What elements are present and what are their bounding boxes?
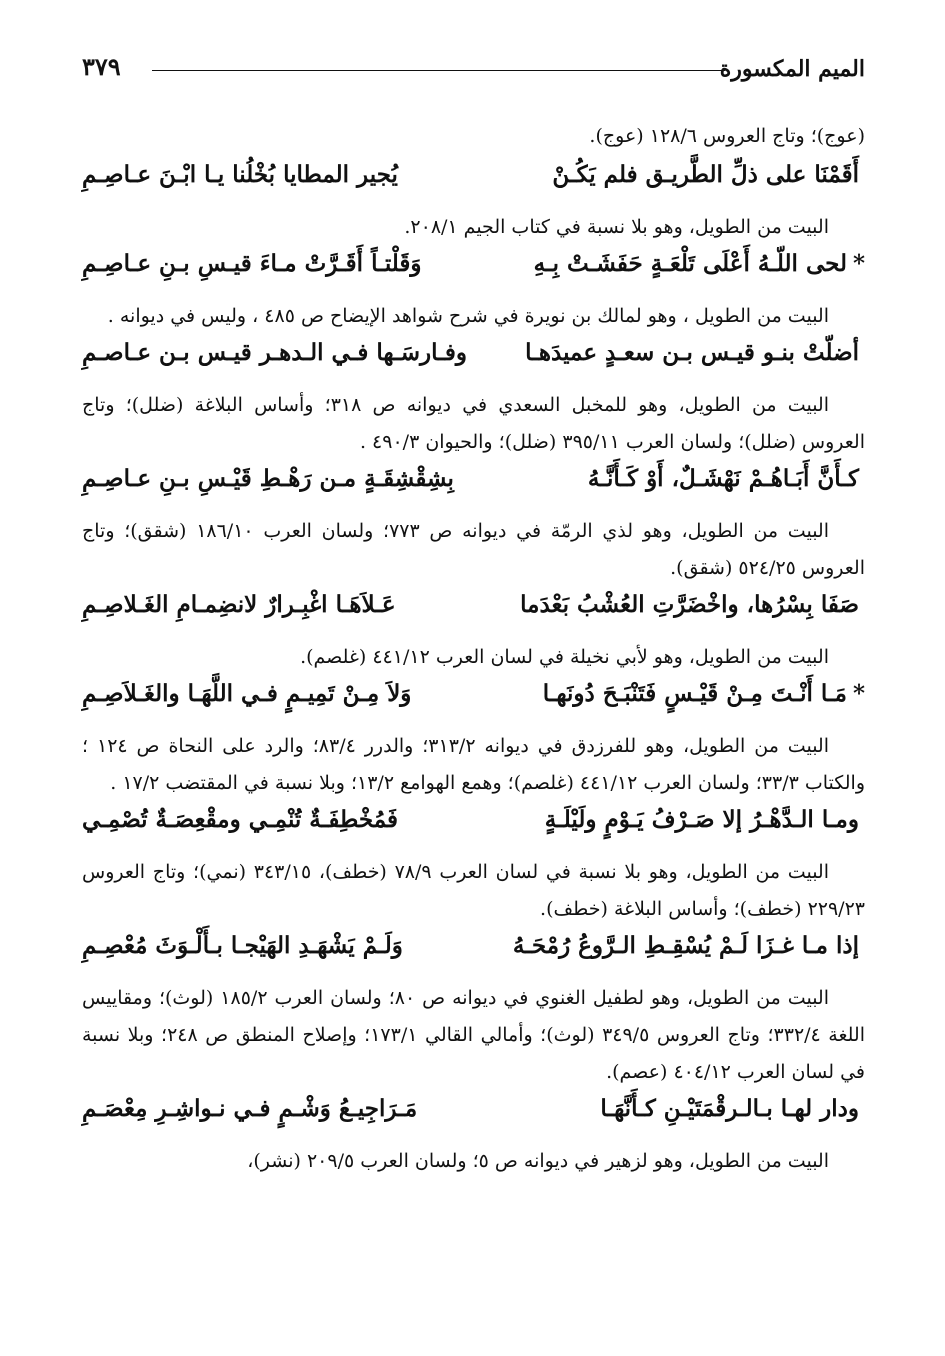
verse-second-hemistich: وَلاَ مِـنْ تَمِيـمٍ فـي اللَّهَـا والغَـلاَصِـمِ [82,680,412,707]
verse-second-hemistich: بِشِقْشِقَـةٍ مـن رَهْـطِ قَيْـسِ بـنِ عـاصِـمِ [82,465,454,492]
verse-notes: البيت من الطويل، وهو لزهير في ديوانه ص ٥؛ ولسان العرب ٢٠٩/٥ (نشر)، [247,1150,829,1172]
poem-entry [82,806,865,928]
verse-second-hemistich: وَلَـمْ يَشْهَـدِ الهَيْجـا بـأَلْـوَثَ مُعْصِـمِ [82,932,403,959]
verse-line [82,161,865,209]
verse-line [82,806,865,854]
verse-first-hemistich: كـأَنَّ أَبَـاهُـمْ نَهْشَـلٌ، أَوْ كَـأَنَّـهُ [587,465,859,492]
verse-line [82,339,865,387]
verse-line [82,591,865,639]
page-header [82,52,865,92]
verse-line [82,932,865,980]
verse-second-hemistich: فَمُخْطِفَـةٌ تُنْمِـي ومقْعِصَـةٌ تُصْمِـي [82,806,399,833]
header-rule [152,70,725,71]
verse-second-hemistich: وفـارسَـها فـي الـدهـر قيـس بـن عـاصـمِ [82,339,467,366]
verse-second-hemistich: مَـرَاجِيـعُ وَشْـمٍ فـي نـواشِـرِ مِعْصَـمِ [82,1095,418,1122]
verse-notes: البيت من الطويل، وهو للفرزدق في ديوانه ٣١٣/٢؛ والدرر ٨٣/٤؛ والرد على النحاة ص ١٢٤ ؛ والكتاب ٣٣/٣؛ ولسان العرب ٤٤١/١٢ (غلصم)؛ وهمع الهوامع ١٣/٢؛ وبلا نسبة في المقتضب ١٧/٢ . [82,735,865,794]
verse-star-marker: * [852,680,865,707]
verse-line [82,250,865,298]
verse-first-hemistich: *مَـا أَنْـتَ مِـنْ قَيْـسٍ فَتَنْبَـحَ دُونَهـا [542,680,865,707]
verse-notes: البيت من الطويل، وهو بلا نسبة في لسان العرب ٧٨/٩ (خطف)، ٣٤٣/١٥ (نمي)؛ وتاج العروس ٢٢٩/٢٣ (خطف)؛ وأساس البلاغة (خطف). [82,861,865,920]
running-head-title: الميم المكسورة [719,56,865,82]
verse-notes: البيت من الطويل ، وهو لمالك بن نويرة في شرح شواهد الإيضاح ص ٤٨٥ ، وليس في ديوانه . [107,305,829,327]
verse-notes: البيت من الطويل، وهو لأبي نخيلة في لسان العرب ٤٤١/١٢ (غلصم). [300,646,829,668]
poem-entry [82,339,865,461]
verse-first-hemistich: صَفَا بِسْرُها، واخْضَرَّتِ العُشْبُ بَعْدَما [520,591,859,618]
verse-first-hemistich: أضلّتْ بنـو قيـس بـن سعـدٍ عميدَهـا [525,339,859,366]
verse-first-hemistich: *لحى اللّـهُ أَعْلَى تَلْعَـةٍ حَفَشَـتْ بِـهِ [533,250,865,277]
poem-entry [82,932,865,1091]
poem-entry [82,680,865,802]
verse-first-hemistich: ودار لهـا بـالـرقْمَتَيْـنِ كـأَنَّهَـا [600,1095,859,1122]
verse-second-hemistich: يُجير المطايا بُخْلُنا يـا ابْـنَ عـاصِـمِ [82,161,398,188]
verse-second-hemistich: عَـلاَهَـا اغْبِـرارٌ لانضِمـامِ الغَـلاصِـمِ [82,591,396,618]
poem-entry [82,161,865,246]
verse-line [82,1095,865,1143]
poem-entry [82,591,865,676]
verse-first-hemistich: إذا مـا غـزَا لَـمْ يُسْقِـطِ الـرَّوعُ رُمْحَـهُ [512,932,859,959]
page-content [82,118,865,1180]
poem-entry [82,465,865,587]
verse-notes: البيت من الطويل، وهو للمخبل السعدي في ديوانه ص ٣١٨؛ وأساس البلاغة (ضلل)؛ وتاج العروس (ضلل)؛ ولسان العرب ٣٩٥/١١ (ضلل)؛ والحيوان ٤٩٠/٣ . [82,394,865,453]
poem-entry [82,1095,865,1180]
verse-first-hemistich: أَقَمْنَا على ذلِّ الطَّريـق فلم يَكُـنْ [552,161,859,188]
verse-star-marker: * [852,250,865,277]
verse-first-hemistich: ومـا الـدَّهْـرُ إلا صَـرْفُ يَـوْمٍ ولَيْلَـةٍ [544,806,859,833]
page-number: ٣٧٩ [82,52,121,81]
poem-entry [82,250,865,335]
verse-line [82,465,865,513]
verse-notes: البيت من الطويل، وهو لذي الرمّة في ديوانه ص ٧٧٣؛ ولسان العرب ١٨٦/١٠ (شقق)؛ وتاج العروس ٥٢٤/٢٥ (شقق). [82,520,865,579]
verse-notes: البيت من الطويل، وهو بلا نسبة في كتاب الجيم ٢٠٨/١. [404,216,829,238]
verse-notes: البيت من الطويل، وهو لطفيل الغنوي في ديوانه ص ٨٠؛ ولسان العرب ١٨٥/٢ (لوث)؛ ومقاييس اللغة ٣٣٢/٤؛ وتاج العروس ٣٤٩/٥ (لوث)؛ وأمالي القالي ١٧٣/١؛ وإصلاح المنطق ص ٢٤٨؛ وبلا نسبة في لسان العرب ٤٠٤/١٢ (عصم). [82,987,866,1083]
continuation-line: (عوج)؛ وتاج العروس ١٢٨/٦ (عوج). [589,125,865,147]
verse-line [82,680,865,728]
verse-second-hemistich: وَقَلْتـاً أَقَـرَّتْ مـاءَ قيـسِ بـنِ عـاصِـمِ [82,250,422,277]
